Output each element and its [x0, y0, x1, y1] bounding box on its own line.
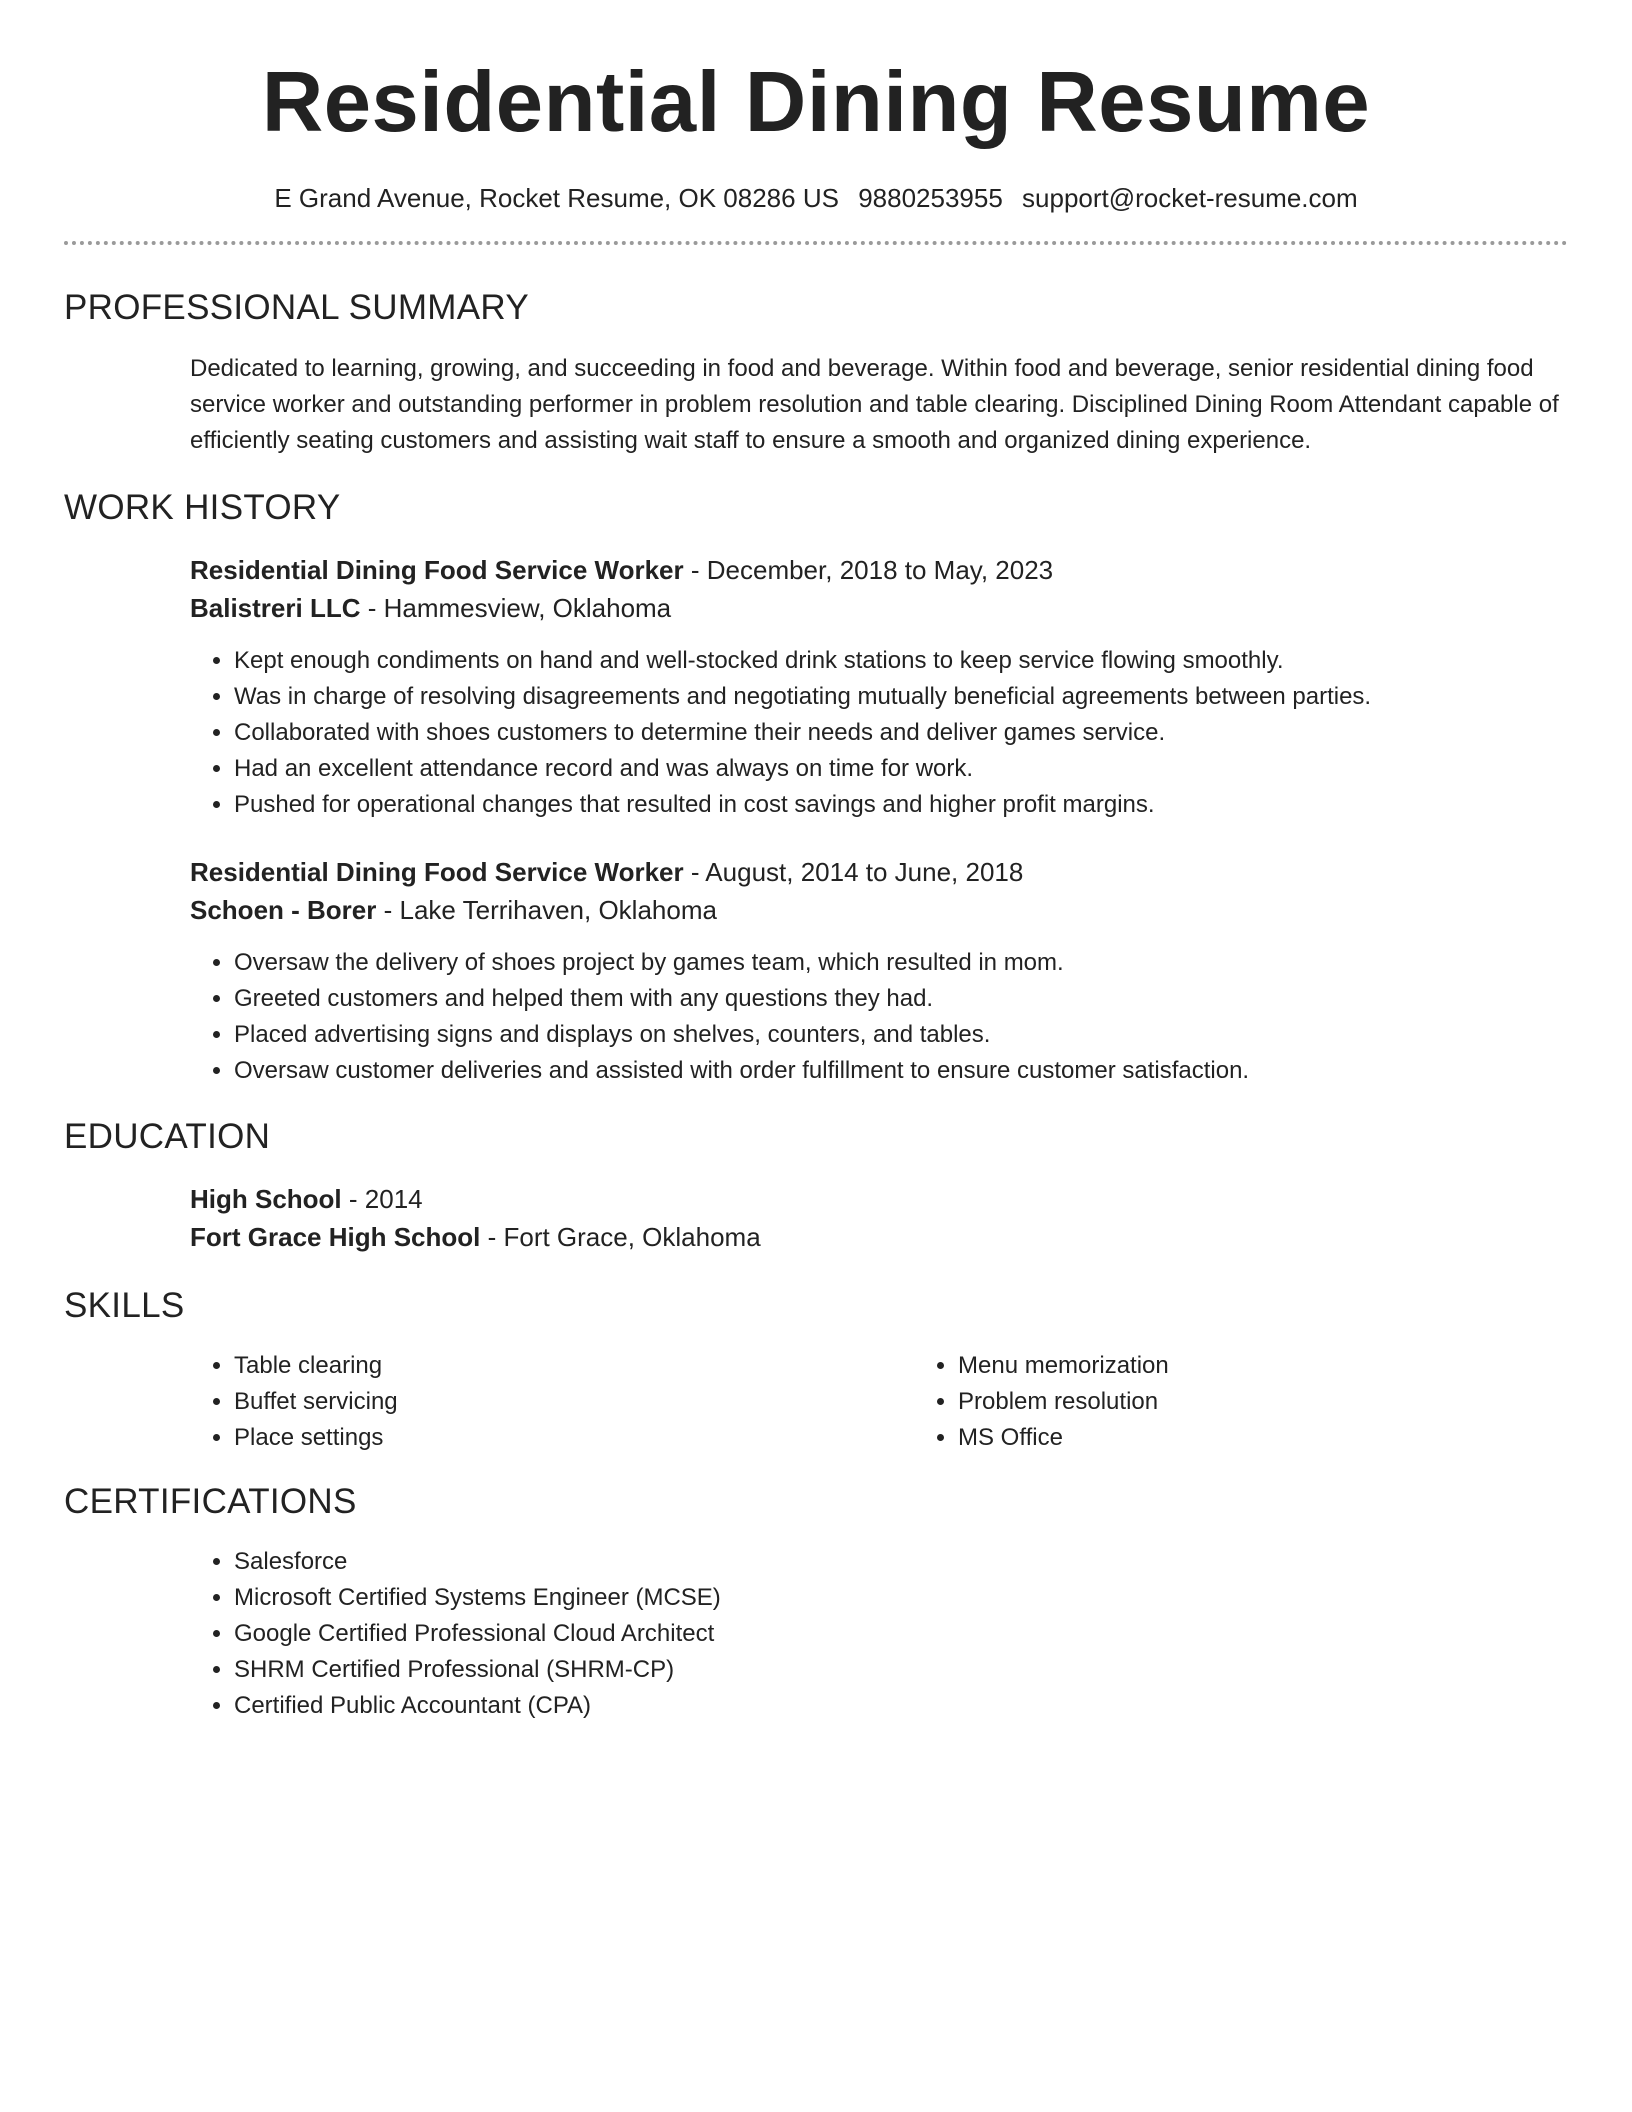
list-item: • Oversaw the delivery of shoes project by games team, which resulted in mom.	[234, 945, 1568, 981]
job-company-line	[190, 589, 1568, 627]
job-location: - Hammesview, Oklahoma	[360, 593, 672, 623]
education-school: Fort Grace High School	[190, 1222, 481, 1252]
job-title-line	[190, 853, 1568, 891]
education-year: - 2014	[341, 1184, 423, 1214]
education-section	[64, 1117, 1568, 1256]
job-location: - Lake Terrihaven, Oklahoma	[376, 895, 717, 925]
certification-item: • Google Certified Professional Cloud Architect	[234, 1616, 1568, 1652]
job-entry	[190, 551, 1568, 823]
resume-title: Residential Dining Resume	[261, 55, 1371, 150]
certifications-heading: CERTIFICATIONS	[64, 1482, 357, 1521]
skills-list-right	[914, 1348, 1632, 1456]
certification-item: • Certified Public Accountant (CPA)	[234, 1688, 1568, 1724]
job-company: Schoen - Borer	[190, 895, 377, 925]
education-degree: High School	[190, 1184, 342, 1214]
header-divider	[64, 241, 1568, 245]
job-role: Residential Dining Food Service Worker	[190, 857, 684, 887]
skill-item: • Table clearing	[234, 1348, 914, 1384]
job-role: Residential Dining Food Service Worker	[190, 555, 684, 585]
education-school-line	[190, 1218, 1568, 1256]
job-title-line	[190, 551, 1568, 589]
job-bullets	[190, 945, 1568, 1089]
certification-item: • Microsoft Certified Systems Engineer (MCSE)	[234, 1580, 1568, 1616]
education-heading: EDUCATION	[64, 1117, 271, 1156]
education-location: - Fort Grace, Oklahoma	[480, 1222, 761, 1252]
skill-item: • Menu memorization	[958, 1348, 1632, 1384]
certification-item: • Salesforce	[234, 1544, 1568, 1580]
certification-item: • SHRM Certified Professional (SHRM-CP)	[234, 1652, 1568, 1688]
contact-email[interactable]: support@rocket-resume.com	[1022, 183, 1358, 213]
work-history-section	[64, 488, 1568, 1089]
certifications-section	[64, 1482, 1568, 1724]
list-item: • Collaborated with shoes customers to determine their needs and deliver games service.	[234, 715, 1568, 751]
skill-item: • Buffet servicing	[234, 1384, 914, 1420]
job-dates: - December, 2018 to May, 2023	[683, 555, 1054, 585]
job-company-line	[190, 891, 1568, 929]
contact-phone: 9880253955	[858, 183, 1003, 213]
skills-section	[64, 1286, 1568, 1456]
skill-item: • MS Office	[958, 1420, 1632, 1456]
list-item: • Placed advertising signs and displays on shelves, counters, and tables.	[234, 1017, 1568, 1053]
list-item: • Oversaw customer deliveries and assisted with order fulfillment to ensure customer satisfaction.	[234, 1053, 1568, 1089]
list-item: • Greeted customers and helped them with any questions they had.	[234, 981, 1568, 1017]
summary-text: Dedicated to learning, growing, and succeeding in food and beverage. Within food and beverage, senior residential dining food service worker and outstanding performer in problem resolution and table clearing. Disciplined Dining Room Attendant capable of efficiently seating customers and assisting wait staff to ensure a smooth and organized dining experience.	[190, 355, 1559, 454]
job-entry	[190, 853, 1568, 1089]
list-item: • Had an excellent attendance record and was always on time for work.	[234, 751, 1568, 787]
contact-address: E Grand Avenue, Rocket Resume, OK 08286 US	[274, 183, 839, 213]
work-history-heading: WORK HISTORY	[64, 488, 341, 527]
job-dates: - August, 2014 to June, 2018	[683, 857, 1024, 887]
certifications-list	[190, 1544, 1568, 1724]
summary-heading: PROFESSIONAL SUMMARY	[64, 288, 529, 327]
job-bullets	[190, 643, 1568, 823]
skill-item: • Problem resolution	[958, 1384, 1632, 1420]
contact-line	[64, 183, 1568, 214]
education-degree-line	[190, 1180, 1568, 1218]
list-item: • Pushed for operational changes that resulted in cost savings and higher profit margins.	[234, 787, 1568, 823]
job-company: Balistreri LLC	[190, 593, 361, 623]
skills-heading: SKILLS	[64, 1286, 185, 1325]
skills-list-left	[190, 1348, 914, 1456]
summary-section	[64, 288, 1568, 459]
list-item: • Was in charge of resolving disagreements and negotiating mutually beneficial agreements between parties.	[234, 679, 1568, 715]
skill-item: • Place settings	[234, 1420, 914, 1456]
list-item: • Kept enough condiments on hand and well-stocked drink stations to keep service flowing smoothly.	[234, 643, 1568, 679]
